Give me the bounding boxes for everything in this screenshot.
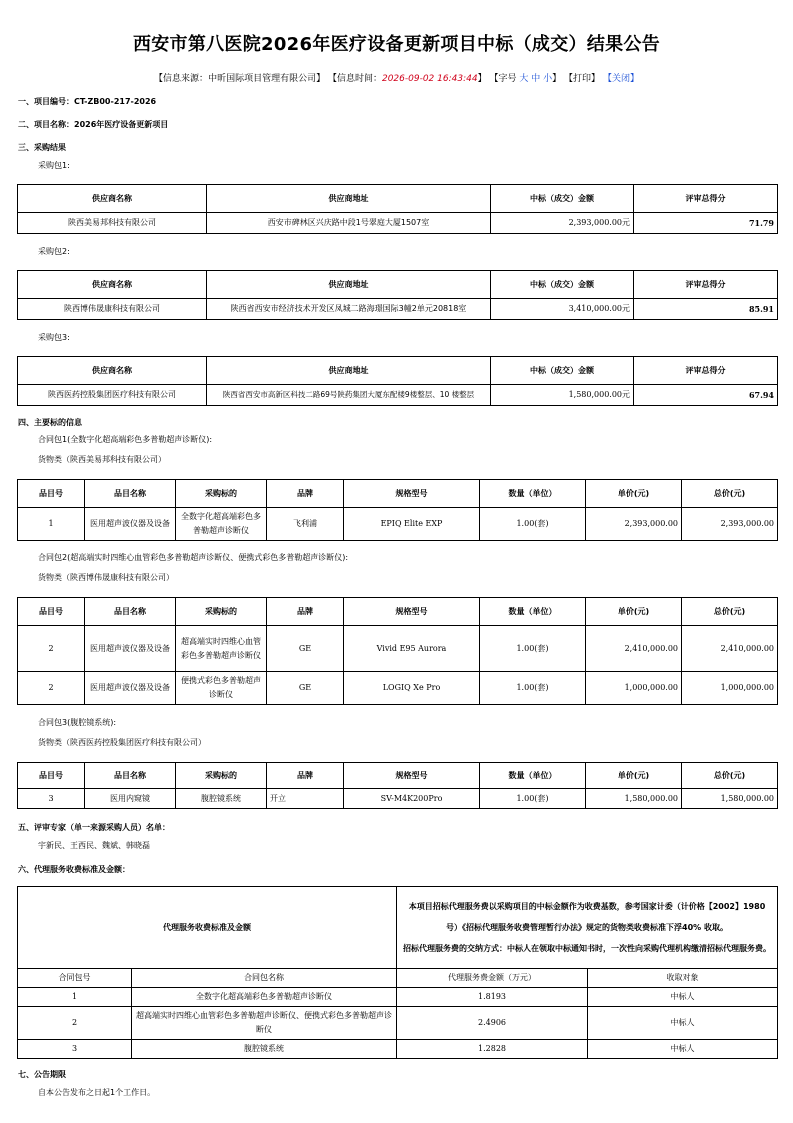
col-header: 供应商名称 bbox=[18, 185, 207, 213]
item-unit-price: 1,000,000.00 bbox=[586, 672, 682, 705]
section-project-number: 一、项目编号：CT-ZB00-217-2026 bbox=[18, 97, 157, 106]
item-name: 医用超声波仪器及设备 bbox=[85, 508, 176, 541]
contract-category: 货物类（陕西美易邦科技有限公司） bbox=[38, 455, 166, 464]
table-row bbox=[18, 1007, 778, 1040]
col-header: 采购标的 bbox=[176, 480, 267, 508]
col-header: 合同包名称 bbox=[132, 969, 397, 988]
result-table bbox=[17, 184, 778, 234]
col-header: 品目号 bbox=[18, 763, 85, 789]
col-header: 采购标的 bbox=[176, 763, 267, 789]
source-prefix: 【信息来源： bbox=[154, 74, 209, 84]
section-agency-fee: 六、代理服务收费标准及金额： bbox=[18, 865, 130, 874]
section-notice-period: 七、公告期限 bbox=[18, 1070, 66, 1079]
col-header: 中标（成交）金额 bbox=[491, 271, 634, 299]
fee-package-no: 1 bbox=[18, 988, 132, 1007]
col-header: 单价(元) bbox=[586, 763, 682, 789]
time-value: 2026-09-02 16:43:44 bbox=[381, 74, 478, 84]
contract-label: 合同包3(腹腔镜系统): bbox=[38, 718, 117, 727]
col-header: 单价(元) bbox=[586, 480, 682, 508]
score: 85.91 bbox=[634, 299, 778, 320]
supplier-address: 陕西省西安市高新区科技二路69号陕药集团大厦东配楼9楼整层、10 楼整层 bbox=[207, 385, 491, 406]
col-header: 数量（单位） bbox=[480, 763, 586, 789]
col-header: 评审总得分 bbox=[634, 357, 778, 385]
col-header: 品目名称 bbox=[85, 598, 176, 626]
award-amount: 3,410,000.00元 bbox=[491, 299, 634, 320]
item-model: Vivid E95 Aurora bbox=[344, 626, 480, 672]
page-title: 西安市第八医院2026年医疗设备更新项目中标（成交）结果公告 bbox=[132, 34, 661, 55]
fee-package-name: 全数字化超高端彩色多普勒超声诊断仪 bbox=[132, 988, 397, 1007]
col-header: 品目名称 bbox=[85, 763, 176, 789]
contract-category: 货物类（陕西医药控股集团医疗科技有限公司） bbox=[38, 738, 206, 747]
table-row bbox=[18, 789, 778, 809]
table-row bbox=[18, 626, 778, 672]
result-table bbox=[17, 356, 778, 406]
item-no: 2 bbox=[18, 672, 85, 705]
item-name: 医用内窥镜 bbox=[85, 789, 176, 809]
col-header: 中标（成交）金额 bbox=[491, 357, 634, 385]
table-row bbox=[18, 988, 778, 1007]
col-header: 数量（单位） bbox=[480, 598, 586, 626]
score: 67.94 bbox=[634, 385, 778, 406]
supplier-name: 陕西美易邦科技有限公司 bbox=[18, 213, 207, 234]
contract-category: 货物类（陕西博伟晟康科技有限公司） bbox=[38, 573, 174, 582]
experts-list: 宇新民、王西民、魏斌、韩晓磊 bbox=[38, 841, 150, 850]
fee-amount: 1.2828 bbox=[397, 1040, 588, 1059]
item-total-price: 2,410,000.00 bbox=[682, 626, 778, 672]
col-header: 品牌 bbox=[267, 480, 344, 508]
item-brand: GE bbox=[267, 672, 344, 705]
award-amount: 1,580,000.00元 bbox=[491, 385, 634, 406]
item-no: 1 bbox=[18, 508, 85, 541]
item-target: 超高端实时四维心血管彩色多普勒超声诊断仪 bbox=[176, 626, 267, 672]
award-amount: 2,393,000.00元 bbox=[491, 213, 634, 234]
supplier-name: 陕西医药控股集团医疗科技有限公司 bbox=[18, 385, 207, 406]
table-row bbox=[18, 672, 778, 705]
col-header: 品牌 bbox=[267, 763, 344, 789]
font-size-suffix: 】 bbox=[552, 74, 562, 84]
fee-package-name: 腹腔镜系统 bbox=[132, 1040, 397, 1059]
col-header: 总价(元) bbox=[682, 763, 778, 789]
col-header: 总价(元) bbox=[682, 598, 778, 626]
item-total-price: 1,000,000.00 bbox=[682, 672, 778, 705]
font-size-prefix: 【字号 bbox=[489, 74, 517, 84]
col-header: 评审总得分 bbox=[634, 185, 778, 213]
section-procurement-result: 三、采购结果 bbox=[18, 143, 66, 152]
col-header: 品目号 bbox=[18, 598, 85, 626]
font-size-small-link[interactable]: 小 bbox=[543, 74, 553, 84]
fee-amount: 2.4906 bbox=[397, 1007, 588, 1040]
package-label: 采购包2: bbox=[38, 247, 70, 256]
item-brand: 开立 bbox=[267, 789, 344, 809]
fee-amount: 1.8193 bbox=[397, 988, 588, 1007]
package-label: 采购包3: bbox=[38, 333, 70, 342]
col-header: 供应商地址 bbox=[207, 271, 491, 299]
col-header: 规格型号 bbox=[344, 480, 480, 508]
section-project-name: 二、项目名称：2026年医疗设备更新项目 bbox=[18, 120, 169, 129]
fee-label: 代理服务收费标准及金额 bbox=[18, 887, 397, 969]
font-size-large-link[interactable]: 大 bbox=[519, 74, 529, 84]
item-total-price: 1,580,000.00 bbox=[682, 789, 778, 809]
item-unit-price: 2,410,000.00 bbox=[586, 626, 682, 672]
table-row bbox=[18, 1040, 778, 1059]
source-value: 中昕国际项目管理有限公司 bbox=[208, 74, 317, 84]
section-experts: 五、评审专家（单一来源采购人员）名单： bbox=[18, 823, 170, 832]
item-no: 3 bbox=[18, 789, 85, 809]
item-target: 腹腔镜系统 bbox=[176, 789, 267, 809]
item-brand: 飞利浦 bbox=[267, 508, 344, 541]
item-table bbox=[17, 479, 778, 541]
table-row bbox=[18, 508, 778, 541]
result-table bbox=[17, 270, 778, 320]
time-suffix: 】 bbox=[477, 74, 487, 84]
item-model: LOGIQ Xe Pro bbox=[344, 672, 480, 705]
col-header: 合同包号 bbox=[18, 969, 132, 988]
supplier-address: 陕西省西安市经济技术开发区凤城二路海璟国际3幢2单元20818室 bbox=[207, 299, 491, 320]
col-header: 供应商地址 bbox=[207, 185, 491, 213]
fee-payer: 中标人 bbox=[588, 1007, 778, 1040]
fee-package-no: 2 bbox=[18, 1007, 132, 1040]
font-size-medium-link[interactable]: 中 bbox=[531, 74, 541, 84]
item-total-price: 2,393,000.00 bbox=[682, 508, 778, 541]
col-header: 品目名称 bbox=[85, 480, 176, 508]
fee-package-name: 超高端实时四维心血管彩色多普勒超声诊断仪、便携式彩色多普勒超声诊断仪 bbox=[132, 1007, 397, 1040]
info-bar bbox=[0, 71, 793, 84]
item-no: 2 bbox=[18, 626, 85, 672]
col-header: 单价(元) bbox=[586, 598, 682, 626]
item-model: SV-M4K200Pro bbox=[344, 789, 480, 809]
col-header: 规格型号 bbox=[344, 598, 480, 626]
supplier-address: 西安市碑林区兴庆路中段1号翠庭大厦1507室 bbox=[207, 213, 491, 234]
col-header: 品目号 bbox=[18, 480, 85, 508]
item-quantity: 1.00(套) bbox=[480, 626, 586, 672]
item-name: 医用超声波仪器及设备 bbox=[85, 672, 176, 705]
col-header: 评审总得分 bbox=[634, 271, 778, 299]
col-header: 供应商地址 bbox=[207, 357, 491, 385]
item-brand: GE bbox=[267, 626, 344, 672]
col-header: 收取对象 bbox=[588, 969, 778, 988]
contract-label: 合同包1(全数字化超高端彩色多普勒超声诊断仪): bbox=[38, 435, 213, 444]
fee-standard-text: 本项目招标代理服务费以采购项目的中标金额作为收费基数，参考国家计委（计价格【2002】1980号）《招标代理服务收费管理暂行办法》规定的货物类收费标准下浮40% 收取。 bbox=[408, 902, 766, 932]
item-unit-price: 1,580,000.00 bbox=[586, 789, 682, 809]
package-label: 采购包1: bbox=[38, 161, 70, 170]
col-header: 规格型号 bbox=[344, 763, 480, 789]
notice-period-text: 自本公告发布之日起1个工作日。 bbox=[38, 1088, 156, 1097]
print-link[interactable]: 【打印】 bbox=[564, 74, 601, 84]
item-quantity: 1.00(套) bbox=[480, 789, 586, 809]
contract-label: 合同包2(超高端实时四维心血管彩色多普勒超声诊断仪、便携式彩色多普勒超声诊断仪): bbox=[38, 553, 349, 562]
item-unit-price: 2,393,000.00 bbox=[586, 508, 682, 541]
section-main-items: 四、主要标的信息 bbox=[18, 418, 82, 427]
col-header: 代理服务费金额（万元） bbox=[397, 969, 588, 988]
source-suffix: 】 bbox=[316, 74, 326, 84]
score: 71.79 bbox=[634, 213, 778, 234]
fee-table bbox=[17, 886, 778, 1059]
item-quantity: 1.00(套) bbox=[480, 508, 586, 541]
col-header: 数量（单位） bbox=[480, 480, 586, 508]
item-target: 全数字化超高端彩色多普勒超声诊断仪 bbox=[176, 508, 267, 541]
fee-payer: 中标人 bbox=[588, 1040, 778, 1059]
supplier-name: 陕西博伟晟康科技有限公司 bbox=[18, 299, 207, 320]
item-name: 医用超声波仪器及设备 bbox=[85, 626, 176, 672]
fee-description bbox=[397, 887, 778, 969]
item-model: EPIQ Elite EXP bbox=[344, 508, 480, 541]
fee-payer: 中标人 bbox=[588, 988, 778, 1007]
fee-package-no: 3 bbox=[18, 1040, 132, 1059]
col-header: 供应商名称 bbox=[18, 271, 207, 299]
item-quantity: 1.00(套) bbox=[480, 672, 586, 705]
close-link[interactable]: 【关闭】 bbox=[602, 74, 639, 84]
item-table bbox=[17, 597, 778, 705]
col-header: 总价(元) bbox=[682, 480, 778, 508]
col-header: 供应商名称 bbox=[18, 357, 207, 385]
col-header: 中标（成交）金额 bbox=[491, 185, 634, 213]
time-prefix: 【信息时间： bbox=[327, 74, 382, 84]
col-header: 品牌 bbox=[267, 598, 344, 626]
fee-payment-text: 招标代理服务费的交纳方式：中标人在领取中标通知书时，一次性向采购代理机构缴清招标代理服务费。 bbox=[403, 944, 771, 953]
item-target: 便携式彩色多普勒超声诊断仪 bbox=[176, 672, 267, 705]
item-table bbox=[17, 762, 778, 809]
col-header: 采购标的 bbox=[176, 598, 267, 626]
